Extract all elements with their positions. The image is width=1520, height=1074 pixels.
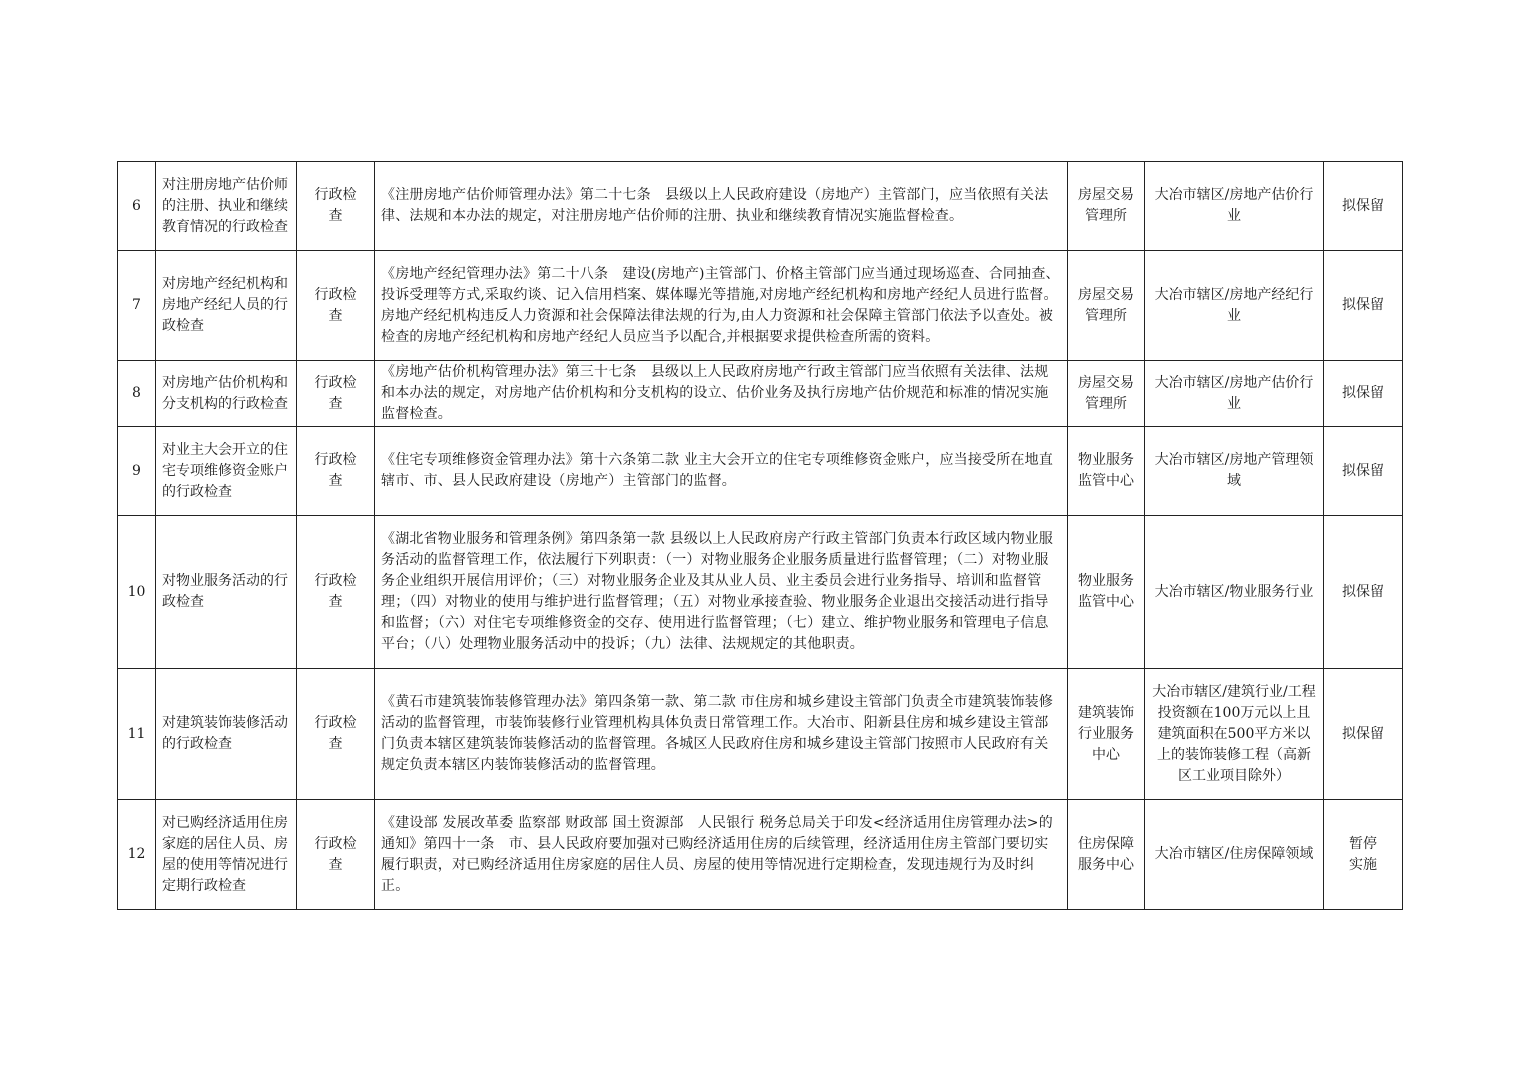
responsible-department: 物业服务监管中心 <box>1068 427 1145 516</box>
inspection-type: 行政检查 <box>297 427 375 516</box>
table-row <box>118 162 1403 251</box>
inspection-scope: 大冶市辖区/建筑行业/工程投资额在100万元以上且建筑面积在500平方米以上的装饰装修工程（高新区工业项目除外） <box>1145 669 1324 800</box>
status-cell: 暂停实施 <box>1324 800 1403 910</box>
status-cell: 拟保留 <box>1324 162 1403 251</box>
responsible-department: 物业服务监管中心 <box>1068 516 1145 669</box>
inspection-scope: 大冶市辖区/住房保障领域 <box>1145 800 1324 910</box>
inspection-type: 行政检查 <box>297 251 375 361</box>
row-number: 9 <box>118 427 156 516</box>
inspection-type: 行政检查 <box>297 162 375 251</box>
inspection-item: 对注册房地产估价师的注册、执业和继续教育情况的行政检查 <box>156 162 297 251</box>
row-number: 12 <box>118 800 156 910</box>
inspection-item: 对房地产估价机构和分支机构的行政检查 <box>156 361 297 427</box>
inspection-item: 对建筑装饰装修活动的行政检查 <box>156 669 297 800</box>
table-row <box>118 251 1403 361</box>
inspection-scope: 大冶市辖区/房地产估价行业 <box>1145 162 1324 251</box>
inspection-scope: 大冶市辖区/物业服务行业 <box>1145 516 1324 669</box>
legal-basis: 《房地产估价机构管理办法》第三十七条 县级以上人民政府房地产行政主管部门应当依照有关法律、法规和本办法的规定，对房地产估价机构和分支机构的设立、估价业务及执行房地产估价规范和标准的情况实施监督检查。 <box>375 361 1068 427</box>
inspection-item: 对房地产经纪机构和房地产经纪人员的行政检查 <box>156 251 297 361</box>
responsible-department: 建筑装饰行业服务中心 <box>1068 669 1145 800</box>
responsible-department: 房屋交易管理所 <box>1068 251 1145 361</box>
row-number: 11 <box>118 669 156 800</box>
legal-basis: 《黄石市建筑装饰装修管理办法》第四条第一款、第二款 市住房和城乡建设主管部门负责全市建筑装饰装修活动的监督管理，市装饰装修行业管理机构具体负责日常管理工作。大冶市、阳新县住房和城乡建设主管部门负责本辖区建筑装饰装修活动的监督管理。各城区人民政府住房和城乡建设主管部门按照市人民政府有关规定负责本辖区内装饰装修活动的监督管理。 <box>375 669 1068 800</box>
inspection-type: 行政检查 <box>297 669 375 800</box>
table-row <box>118 800 1403 910</box>
legal-basis: 《注册房地产估价师管理办法》第二十七条 县级以上人民政府建设（房地产）主管部门，应当依照有关法律、法规和本办法的规定，对注册房地产估价师的注册、执业和继续教育情况实施监督检查。 <box>375 162 1068 251</box>
table-row <box>118 516 1403 669</box>
table-row <box>118 361 1403 427</box>
inspection-item: 对业主大会开立的住宅专项维修资金账户的行政检查 <box>156 427 297 516</box>
legal-basis: 《房地产经纪管理办法》第二十八条 建设(房地产)主管部门、价格主管部门应当通过现场巡查、合同抽查、投诉受理等方式,采取约谈、记入信用档案、媒体曝光等措施,对房地产经纪机构和房地产经纪人员进行监督。房地产经纪机构违反人力资源和社会保障法律法规的行为,由人力资源和社会保障主管部门依法予以查处。被检查的房地产经纪机构和房地产经纪人员应当予以配合,并根据要求提供检查所需的资料。 <box>375 251 1068 361</box>
legal-basis: 《建设部 发展改革委 监察部 财政部 国土资源部 人民银行 税务总局关于印发<经济适用住房管理办法>的通知》第四十一条 市、县人民政府要加强对已购经济适用住房的后续管理，经济适用住房主管部门要切实履行职责，对已购经济适用住房家庭的居住人员、房屋的使用等情况进行定期检查，发现违规行为及时纠正。 <box>375 800 1068 910</box>
status-cell: 拟保留 <box>1324 427 1403 516</box>
inspection-item: 对已购经济适用住房家庭的居住人员、房屋的使用等情况进行定期行政检查 <box>156 800 297 910</box>
inspection-type: 行政检查 <box>297 361 375 427</box>
status-cell: 拟保留 <box>1324 251 1403 361</box>
table-row <box>118 669 1403 800</box>
status-cell: 拟保留 <box>1324 516 1403 669</box>
responsible-department: 住房保障服务中心 <box>1068 800 1145 910</box>
responsible-department: 房屋交易管理所 <box>1068 162 1145 251</box>
inspection-scope: 大冶市辖区/房地产管理领域 <box>1145 427 1324 516</box>
row-number: 10 <box>118 516 156 669</box>
inspection-scope: 大冶市辖区/房地产估价行业 <box>1145 361 1324 427</box>
inspection-type: 行政检查 <box>297 516 375 669</box>
legal-basis: 《湖北省物业服务和管理条例》第四条第一款 县级以上人民政府房产行政主管部门负责本行政区域内物业服务活动的监督管理工作，依法履行下列职责：（一）对物业服务企业服务质量进行监督管理；（二）对物业服务企业组织开展信用评价；（三）对物业服务企业及其从业人员、业主委员会进行业务指导、培训和监督管理；（四）对物业的使用与维护进行监督管理；（五）对物业承接查验、物业服务企业退出交接活动进行指导和监督；（六）对住宅专项维修资金的交存、使用进行监督管理；（七）建立、维护物业服务和管理电子信息平台；（八）处理物业服务活动中的投诉；（九）法律、法规规定的其他职责。 <box>375 516 1068 669</box>
table-row <box>118 427 1403 516</box>
status-cell: 拟保留 <box>1324 669 1403 800</box>
inspection-scope: 大冶市辖区/房地产经纪行业 <box>1145 251 1324 361</box>
regulation-table <box>117 161 1403 910</box>
legal-basis: 《住宅专项维修资金管理办法》第十六条第二款 业主大会开立的住宅专项维修资金账户，应当接受所在地直辖市、市、县人民政府建设（房地产）主管部门的监督。 <box>375 427 1068 516</box>
row-number: 8 <box>118 361 156 427</box>
status-cell: 拟保留 <box>1324 361 1403 427</box>
row-number: 7 <box>118 251 156 361</box>
inspection-item: 对物业服务活动的行政检查 <box>156 516 297 669</box>
responsible-department: 房屋交易管理所 <box>1068 361 1145 427</box>
row-number: 6 <box>118 162 156 251</box>
inspection-type: 行政检查 <box>297 800 375 910</box>
